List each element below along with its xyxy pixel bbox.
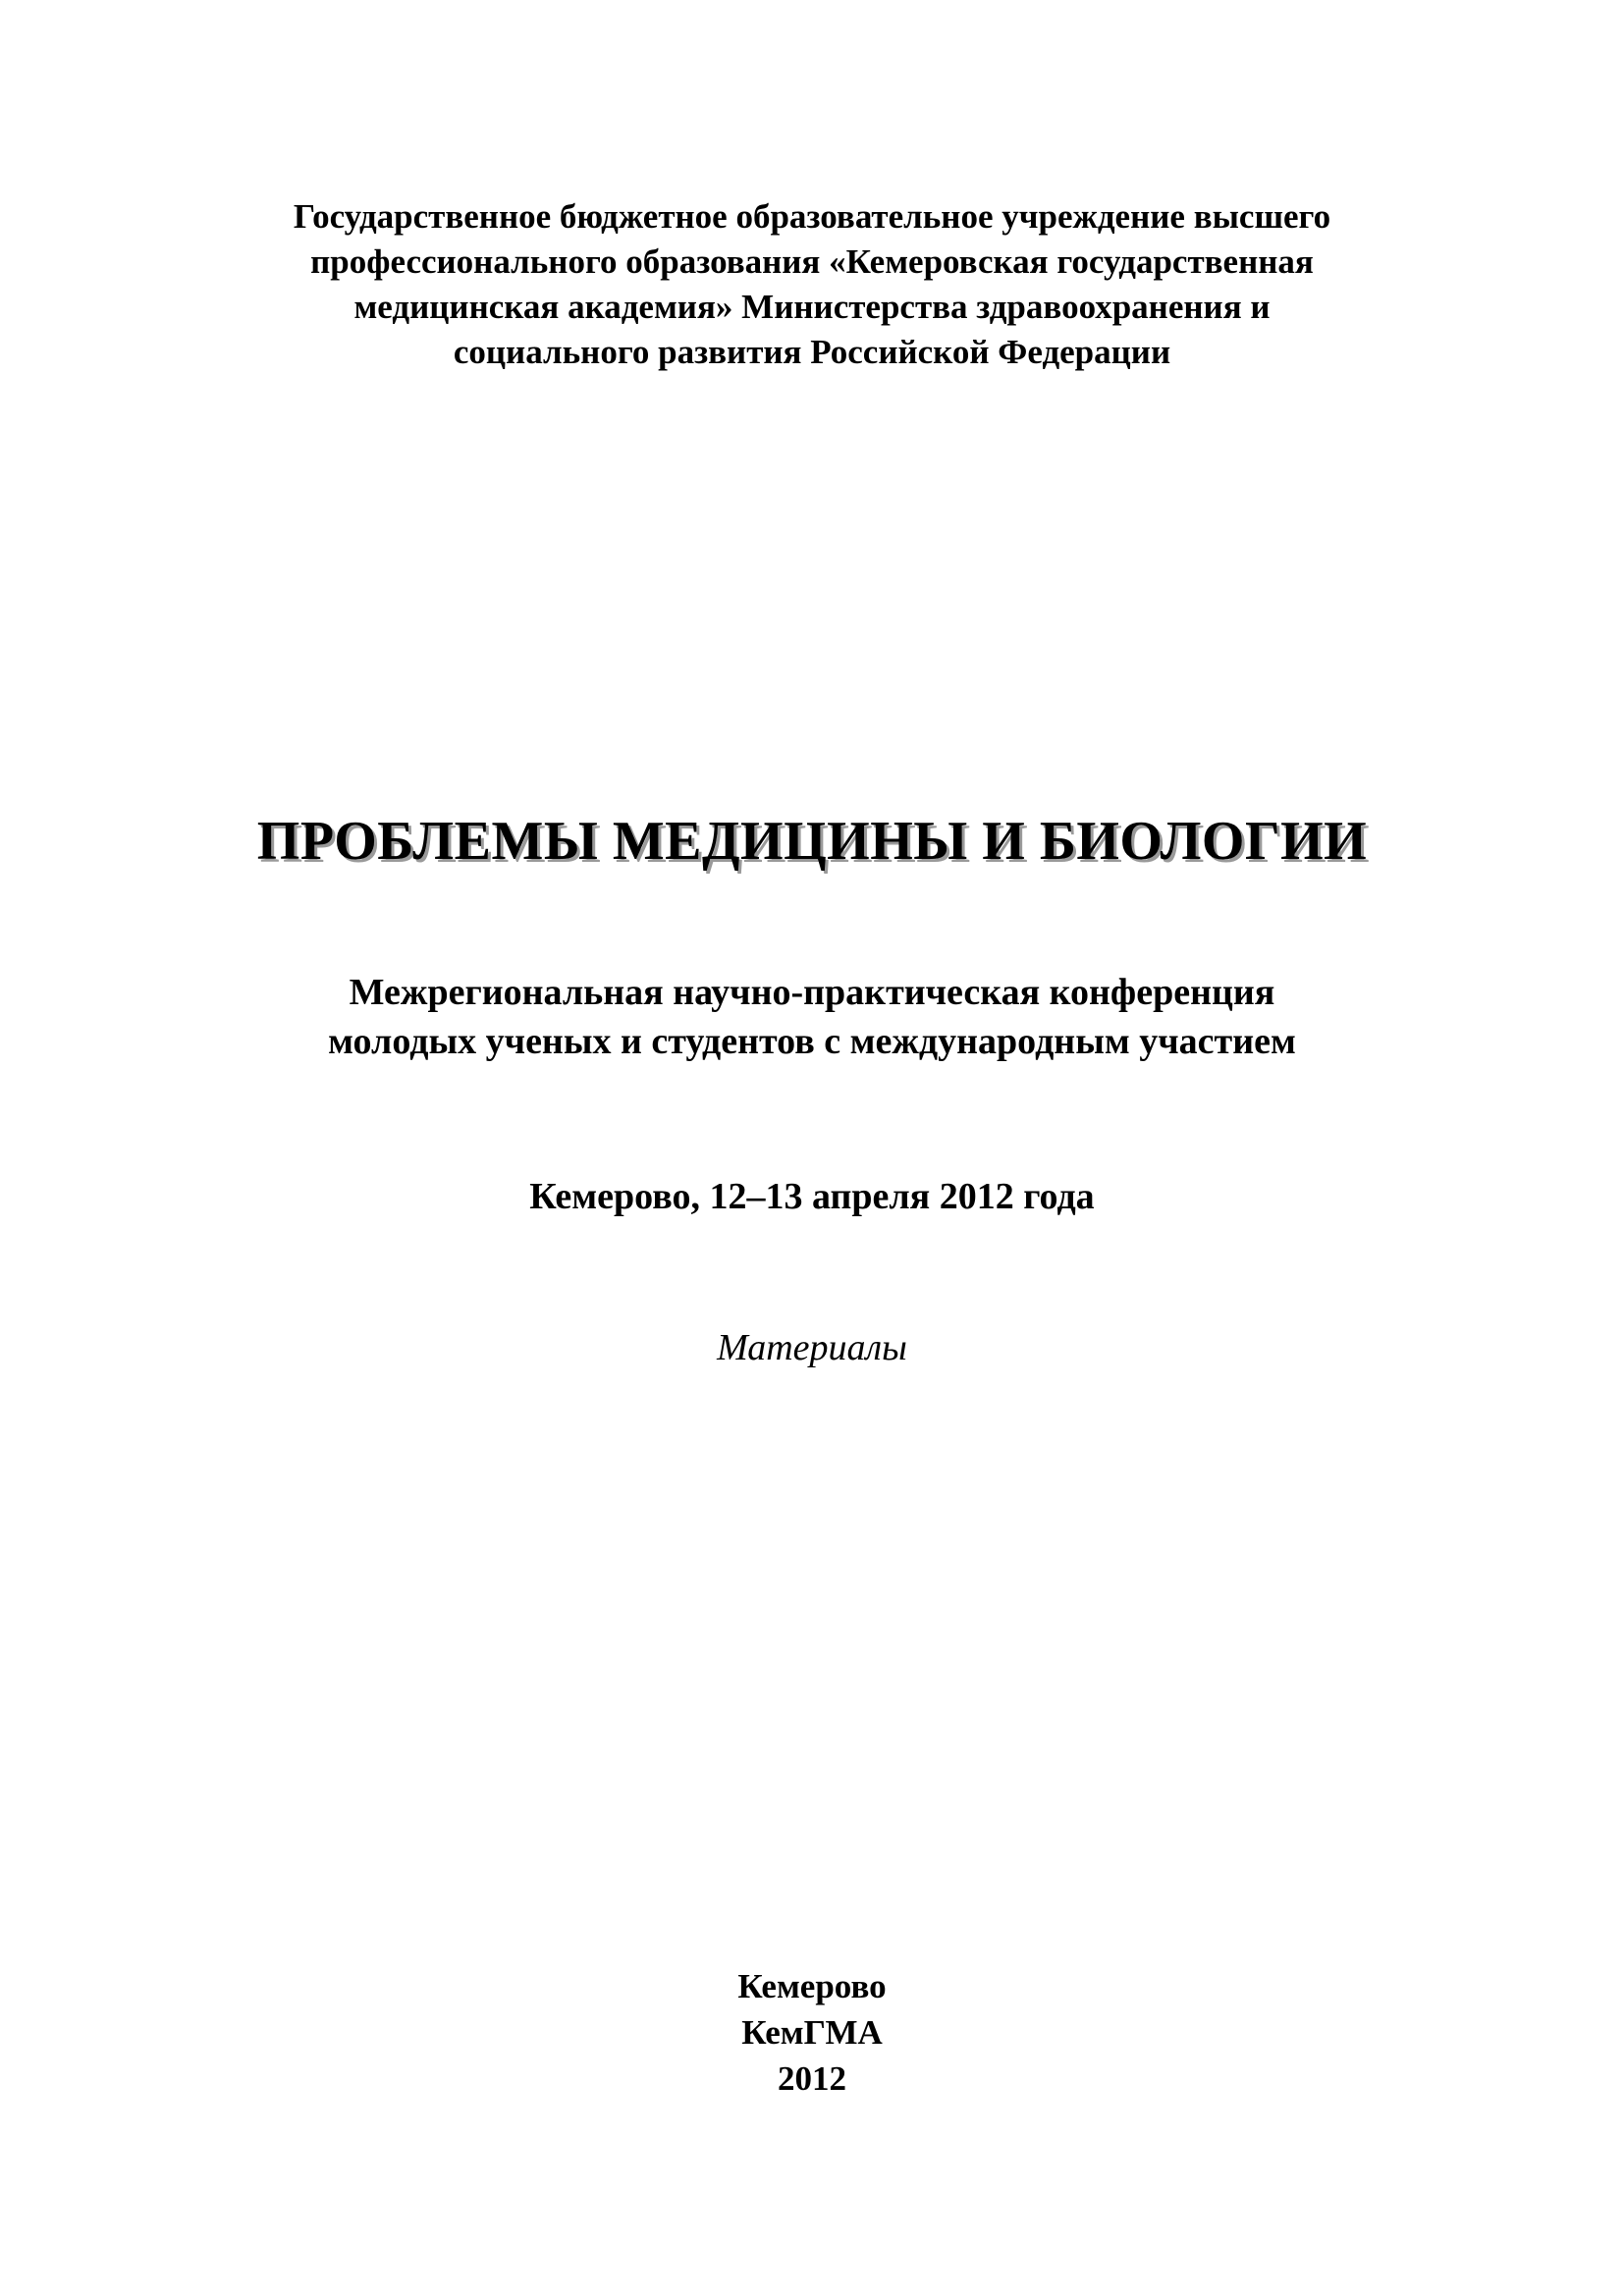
imprint-publisher: КемГМА xyxy=(741,2013,883,2052)
imprint xyxy=(0,1963,1624,2102)
institution-line: медицинская академия» Министерства здравоохранения и xyxy=(353,288,1271,326)
place-and-date: Кемерово, 12–13 апреля 2012 года xyxy=(529,1176,1095,1217)
main-title: ПРОБЛЕМЫ МЕДИЦИНЫ И БИОЛОГИИ xyxy=(256,811,1368,872)
institution-line: Государственное бюджетное образовательное учреждение высшего xyxy=(293,197,1331,236)
subtitle-line: Межрегиональная научно-практическая конференция xyxy=(349,972,1275,1013)
institution-line: профессионального образования «Кемеровская государственная xyxy=(310,242,1314,281)
imprint-year: 2012 xyxy=(778,2059,846,2098)
institution-line: социального развития Российской Федерации xyxy=(453,333,1171,371)
institution-name xyxy=(0,194,1624,375)
subtitle-line: молодых ученых и студентов с международным участием xyxy=(328,1021,1296,1062)
conference-subtitle xyxy=(0,968,1624,1066)
imprint-city: Кемерово xyxy=(737,1967,887,2005)
document-type: Материалы xyxy=(717,1327,907,1368)
